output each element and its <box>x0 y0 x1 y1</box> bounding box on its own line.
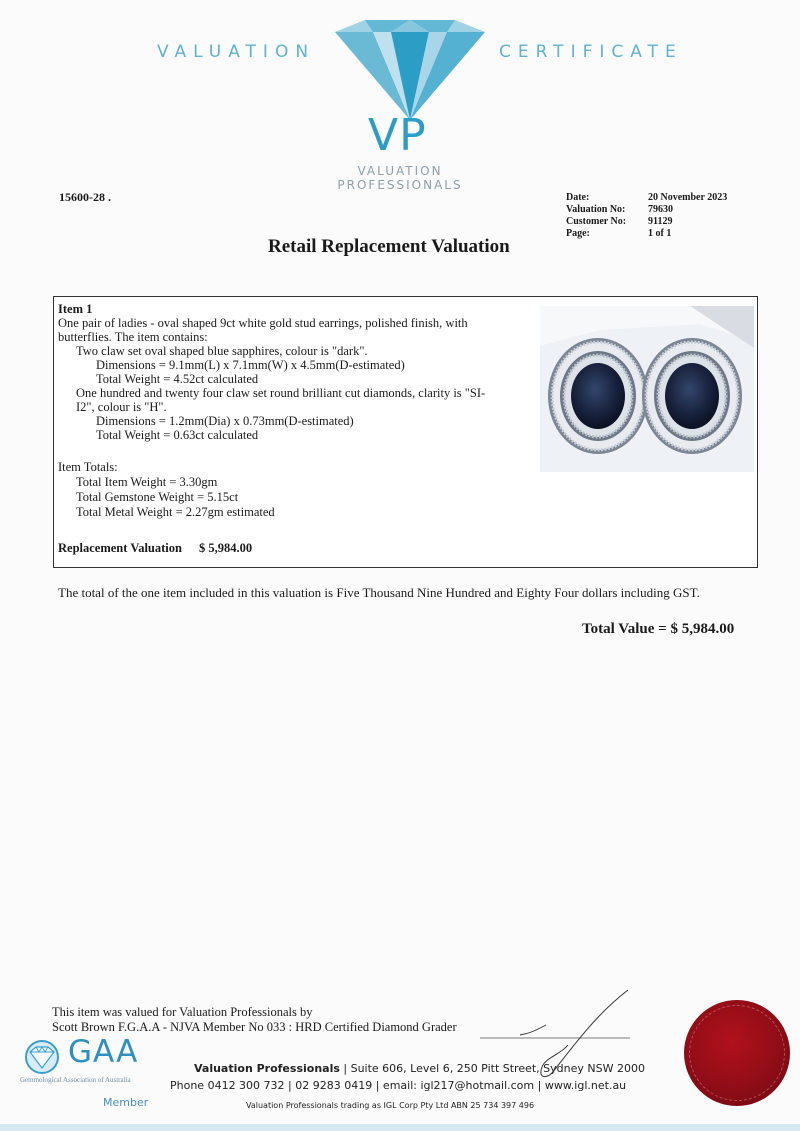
gaa-member-label: Member <box>103 1096 149 1109</box>
meta-row-date: Date: 20 November 2023 <box>566 192 728 203</box>
earrings-photo <box>540 306 754 472</box>
vp-logo-letters: VP <box>368 110 427 161</box>
vp-logo-sub-2: PROFESSIONALS <box>337 178 463 192</box>
item-totals-heading: Item Totals: <box>58 460 118 474</box>
total-value: Total Value = $ 5,984.00 <box>582 621 735 637</box>
diamond-weight: Total Weight = 0.63ct calculated <box>96 428 259 442</box>
left-earring-icon <box>548 338 648 454</box>
trading-line: Valuation Professionals trading as IGL Corp Pty Ltd ABN 25 734 397 496 <box>246 1101 535 1110</box>
red-seal-stamp <box>684 1000 790 1106</box>
diamond-dimensions: Dimensions = 1.2mm(Dia) x 0.73mm(D-estimated) <box>96 414 354 428</box>
company-address: | Suite 606, Level 6, 250 Pitt Street, Sydney NSW 2000 <box>339 1062 645 1075</box>
gaa-caption: Gemmological Association of Australia <box>20 1076 131 1084</box>
item-description-line-2: butterflies. The item contains: <box>58 330 208 344</box>
replacement-valuation-value: $ 5,984.00 <box>199 541 253 555</box>
company-name: Valuation Professionals <box>194 1062 340 1075</box>
reference-number: 15600-28 . <box>59 190 111 204</box>
right-earring-icon <box>642 338 742 454</box>
meta-row-page: Page: 1 of 1 <box>566 228 672 239</box>
total-gemstone-weight: Total Gemstone Weight = 5.15ct <box>76 490 239 504</box>
vp-logo-sub-1: VALUATION <box>357 164 443 178</box>
header-word-certificate: CERTIFICATE <box>499 42 683 62</box>
meta-row-customer-no: Customer No: 91129 <box>566 216 673 227</box>
item-description-line-1: One pair of ladies - oval shaped 9ct white gold stud earrings, polished finish, with <box>58 316 468 330</box>
gaa-diamond-icon <box>20 1040 64 1074</box>
total-metal-weight: Total Metal Weight = 2.27gm estimated <box>76 505 275 519</box>
sapphire-description: Two claw set oval shaped blue sapphires, colour is "dark". <box>76 344 368 358</box>
valued-for-line: This item was valued for Valuation Professionals by <box>52 1005 313 1019</box>
replacement-valuation-label: Replacement Valuation <box>58 541 182 555</box>
item-heading: Item 1 <box>58 302 93 316</box>
total-item-weight: Total Item Weight = 3.30gm <box>76 475 218 489</box>
bottom-strip <box>0 1124 800 1131</box>
meta-block <box>566 192 727 240</box>
page-title: Retail Replacement Valuation <box>268 236 510 257</box>
sapphire-dimensions: Dimensions = 9.1mm(L) x 7.1mm(W) x 4.5mm(D-estimated) <box>96 358 405 372</box>
sapphire-weight: Total Weight = 4.52ct calculated <box>96 372 259 386</box>
meta-row-valuation-no: Valuation No: 79630 <box>566 204 673 215</box>
diamond-logo-icon <box>335 20 485 120</box>
company-address-line <box>194 1062 645 1075</box>
gaa-letters: GAA <box>68 1034 139 1070</box>
valuer-line: Scott Brown F.G.A.A - NJVA Member No 033 : HRD Certified Diamond Grader <box>52 1020 457 1034</box>
header-word-valuation: VALUATION <box>157 42 316 62</box>
valuation-summary: The total of the one item included in this valuation is Five Thousand Nine Hundred and Eighty Four dollars including GST. <box>58 585 700 600</box>
diamond-description-line-2: I2", colour is "H". <box>76 400 167 414</box>
diamond-description-line-1: One hundred and twenty four claw set round brilliant cut diamonds, clarity is "SI- <box>76 386 486 400</box>
contact-line: Phone 0412 300 732 | 02 9283 0419 | email: igl217@hotmail.com | www.igl.net.au <box>170 1079 627 1092</box>
